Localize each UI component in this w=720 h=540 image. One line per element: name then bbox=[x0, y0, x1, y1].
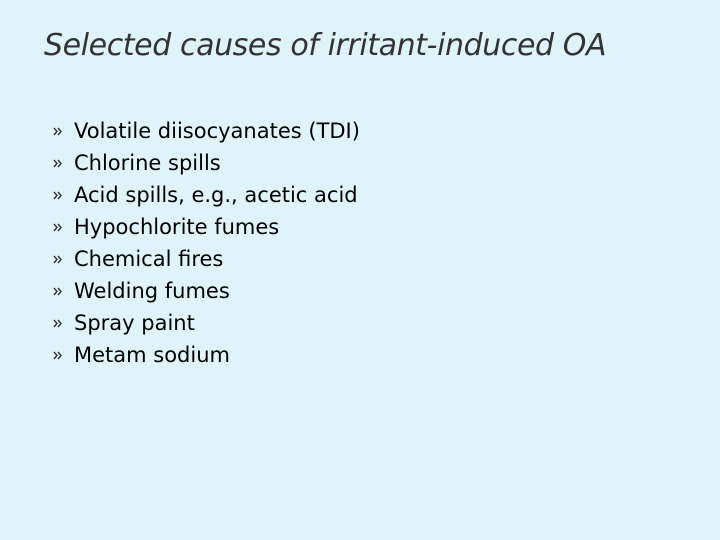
list-item-text: Welding fumes bbox=[74, 279, 230, 303]
list-item-text: Volatile diisocyanates (TDI) bbox=[74, 119, 360, 143]
chevron-double-right-icon bbox=[52, 243, 66, 275]
list-item-text: Hypochlorite fumes bbox=[74, 215, 280, 239]
chevron-double-right-icon bbox=[52, 211, 66, 243]
chevron-double-right-icon bbox=[52, 339, 66, 371]
list-item-text: Chemical fires bbox=[74, 247, 224, 271]
chevron-double-right-icon bbox=[52, 147, 66, 179]
list-item-text: Metam sodium bbox=[74, 343, 230, 367]
list-item-text: Spray paint bbox=[74, 311, 195, 335]
chevron-double-right-icon bbox=[52, 307, 66, 339]
list-item-text: Acid spills, e.g., acetic acid bbox=[74, 183, 358, 207]
chevron-double-right-icon bbox=[52, 179, 66, 211]
chevron-double-right-icon bbox=[52, 115, 66, 147]
list-item-text: Chlorine spills bbox=[74, 151, 221, 175]
chevron-double-right-icon bbox=[52, 275, 66, 307]
slide-title: Selected causes of irritant-induced OA bbox=[44, 28, 607, 63]
